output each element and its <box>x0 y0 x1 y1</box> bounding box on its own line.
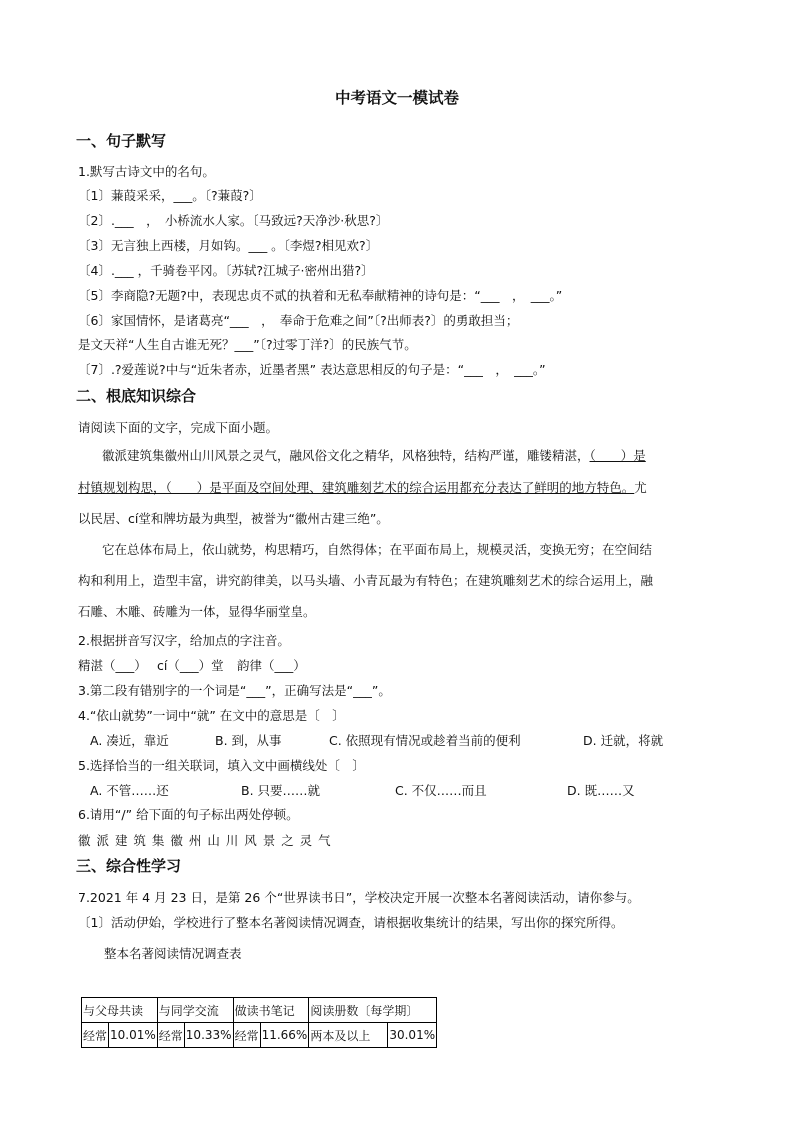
q4-option-d: D. 迁就，将就 <box>583 733 664 748</box>
table-header-cell: 做读书笔记 <box>233 998 309 1023</box>
q4-option-c: C. 依照现有情况或趁着当前的便利 <box>329 733 521 748</box>
question-7: 7.2021 年 4 月 23 日，是第 26 个“世界读书日”，学校决定开展一次整本名著阅读活动，请你参与。 <box>78 890 640 905</box>
table-header-row <box>82 998 437 1023</box>
q4-option-a: A. 凑近，靠近 <box>90 733 169 748</box>
passage-p1-line-1 <box>102 447 718 465</box>
table-row <box>82 1023 437 1048</box>
q1-line-3: 〔3〕无言独上西楼，月如钩。___ 。〔李煜?相见欢?〕 <box>78 238 379 253</box>
section-heading-1: 一、句子默写 <box>76 132 167 150</box>
q5-option-d: D. 既……又 <box>567 783 635 798</box>
section-heading-3: 三、综合性学习 <box>76 857 182 875</box>
q2-item-3: 韵律（___） <box>237 658 306 673</box>
table-header-cell: 阅读册数〔每学期〕 <box>309 998 437 1023</box>
q4-option-b: B. 到，从事 <box>215 733 282 748</box>
passage-p1-line-3: 以民居、cí堂和牌坊最为典型，被誉为“徽州古建三绝”。 <box>78 511 389 526</box>
table-header-cell: 与同学交流 <box>157 998 233 1023</box>
table-cell: 经常 <box>157 1023 184 1048</box>
passage-p1-line-2 <box>78 479 718 497</box>
table-cell: 经常 <box>82 1023 109 1048</box>
section-heading-2: 二、根底知识综合 <box>76 387 197 405</box>
table-title: 整本名著阅读情况调查表 <box>104 946 242 961</box>
q1-line-6: 〔6〕家国情怀，是诸葛亮“___ ， 奉命于危难之间”〔?出师表?〕的勇敢担当； <box>78 313 519 328</box>
table-header-cell: 与父母共读 <box>82 998 158 1023</box>
table-cell: 经常 <box>233 1023 260 1048</box>
passage-p2-line-3: 石雕、木雕、砖雕为一体，显得华丽堂皇。 <box>78 604 316 619</box>
q1-line-5: 〔5〕李商隐?无题?中，表现忠贞不贰的执着和无私奉献精神的诗句是：“___ ， ___。” <box>78 288 563 303</box>
q1-line-4: 〔4〕.___ ，千骑卷平冈。〔苏轼?江城子·密州出猎?〕 <box>78 263 374 278</box>
page-title: 中考语文一模试卷 <box>334 89 459 107</box>
question-2: 2.根据拼音写汉字，给加点的字注音。 <box>78 633 290 648</box>
underlined-sentence: 村镇规划构思，（ ）是平面及空间处理、建筑雕刻艺术的综合运用都充分表达了鲜明的地方特色。 <box>78 480 635 495</box>
passage-text: 徽派建筑集徽州山川风景之灵气，融风俗文化之精华，风格独特，结构严谨，雕镂精湛， <box>102 448 590 463</box>
table-cell: 两本及以上 <box>309 1023 388 1048</box>
question-6: 6.请用“/” 给下面的句子标出两处停顿。 <box>78 807 299 822</box>
table-cell: 11.66% <box>260 1023 309 1048</box>
passage-text: 尤 <box>634 480 647 495</box>
question-3: 3.第二段有错别字的一个词是“___”，正确写法是“___”。 <box>78 683 391 698</box>
table-cell: 30.01% <box>388 1023 437 1048</box>
q1-line-7: 是文天祥“人生自古谁无死？___”〔?过零丁洋?〕的民族气节。 <box>78 337 417 352</box>
question-1: 1.默写古诗文中的名句。 <box>78 164 215 179</box>
q1-line-8: 〔7〕.?爱莲说?中与“近朱者赤，近墨者黑” 表达意思相反的句子是：“___ ， ___。” <box>78 362 546 377</box>
reading-intro: 请阅读下面的文字，完成下面小题。 <box>78 420 279 435</box>
q7-part-1: 〔1〕活动伊始，学校进行了整本名著阅读情况调查，请根据收集统计的结果，写出你的探究所得。 <box>78 915 624 930</box>
passage-p2-line-1: 它在总体布局上，依山就势，构思精巧，自然得体；在平面布局上，规模灵活，变换无穷；在空间结 <box>102 542 653 557</box>
q1-line-1: 〔1〕蒹葭采采，___。〔?蒹葭?〕 <box>78 188 262 203</box>
q6-sentence: 徽 派 建 筑 集 徽 州 山 川 风 景 之 灵 气 <box>78 833 332 848</box>
table-cell: 10.01% <box>109 1023 158 1048</box>
q5-option-c: C. 不仅……而且 <box>395 783 487 798</box>
q1-line-2: 〔2〕.___ ， 小桥流水人家。〔马致远?天净沙·秋思?〕 <box>78 213 389 228</box>
q5-option-b: B. 只要……就 <box>241 783 321 798</box>
passage-p2-line-2: 构和利用上，造型丰富，讲究韵律美，以马头墙、小青瓦最为有特色；在建筑雕刻艺术的综合运用上，融 <box>78 573 654 588</box>
underlined-blank: （ ）是 <box>589 448 646 463</box>
question-4: 4.“依山就势”一词中“就” 在文中的意思是〔 〕 <box>78 708 345 723</box>
table-cell: 10.33% <box>184 1023 233 1048</box>
q5-option-a: A. 不管……还 <box>90 783 169 798</box>
question-5: 5.选择恰当的一组关联词，填入文中画横线处〔 〕 <box>78 758 365 773</box>
q2-item-1: 精湛（___） <box>78 658 147 673</box>
survey-table <box>81 997 437 1048</box>
q2-item-2: cí（___）堂 <box>157 658 224 673</box>
